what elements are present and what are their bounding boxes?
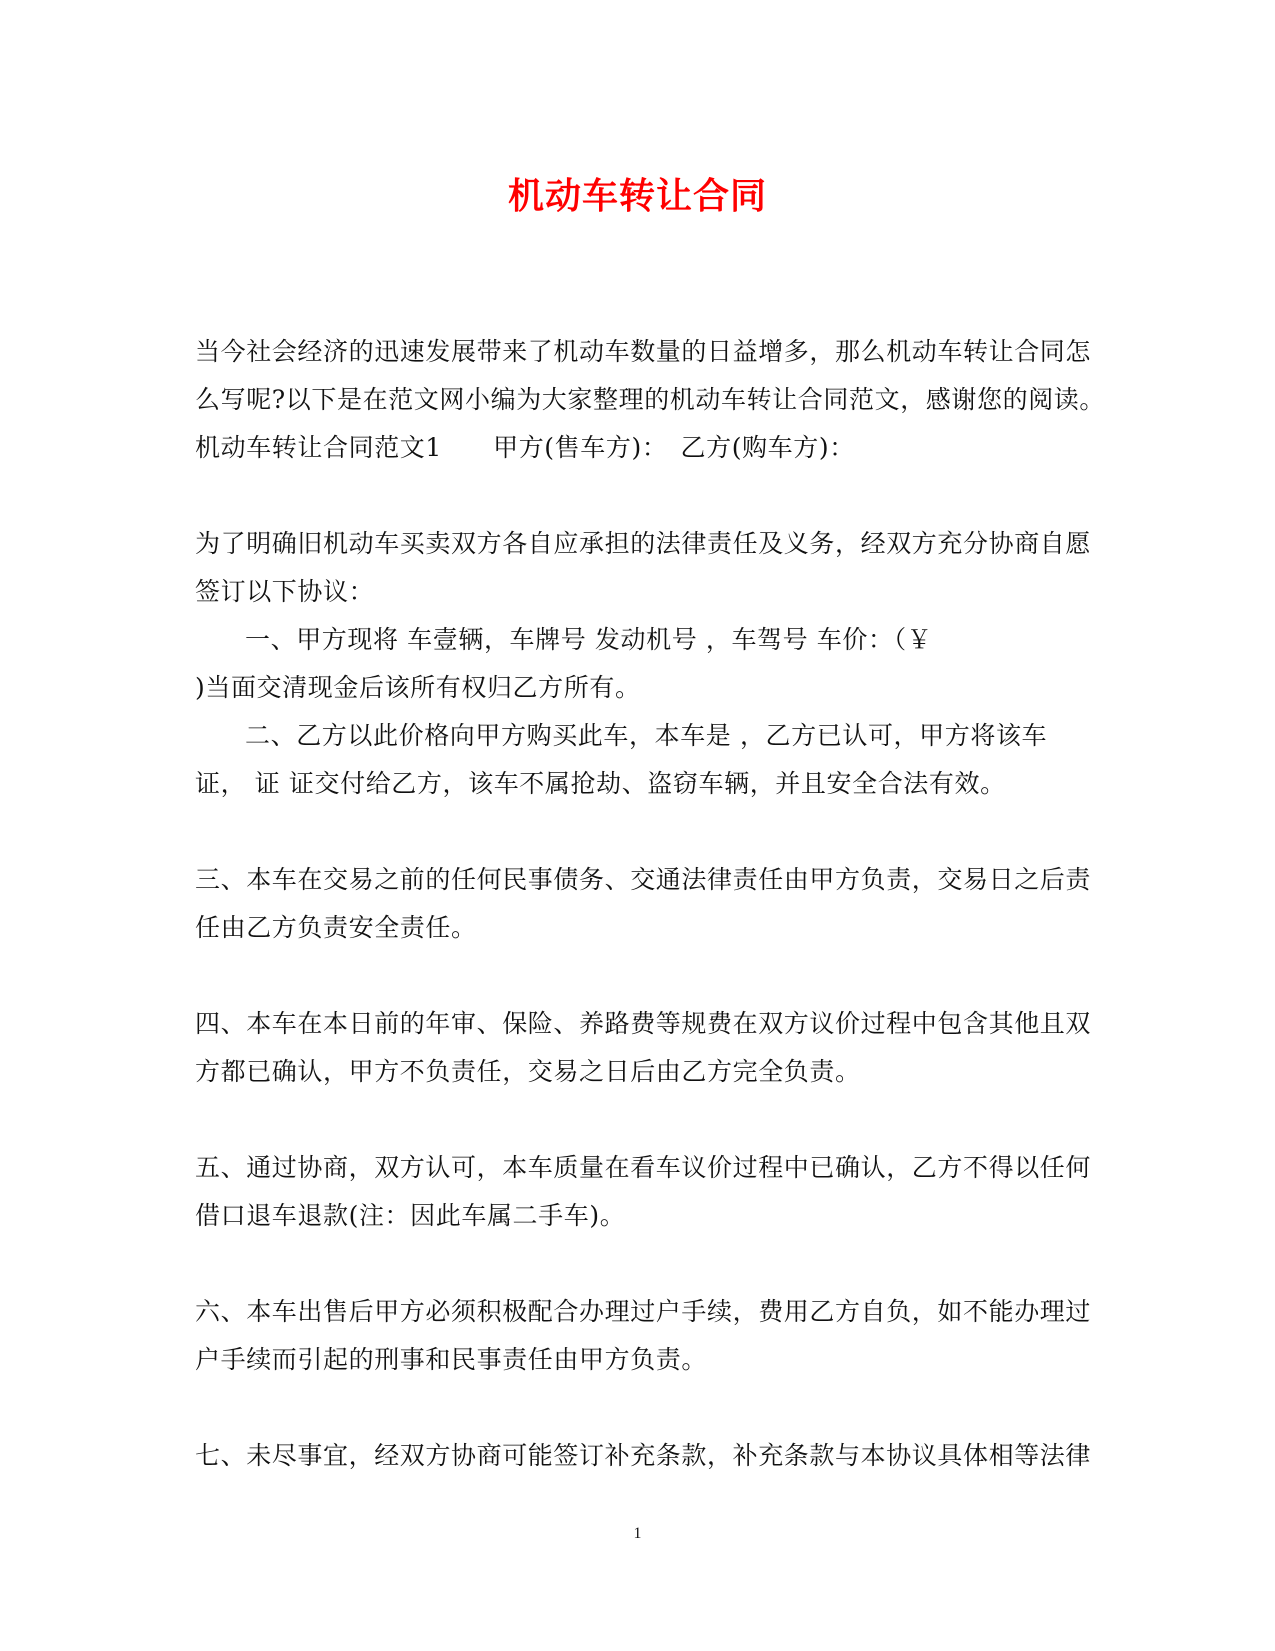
paragraph-gap: [195, 472, 1075, 520]
clause-1-line-2: )当面交清现金后该所有权归乙方所有。: [195, 673, 641, 702]
clause-2-line-1: 二、乙方以此价格向甲方购买此车，本车是 ，乙方已认可，甲方将该车: [245, 721, 1048, 750]
clause-6-line-2: 户手续而引起的刑事和民事责任由甲方负责。: [195, 1345, 708, 1374]
clause-5-line-2: 借口退车退款(注：因此车属二手车)。: [195, 1201, 626, 1230]
clause-5-line-1: 五、通过协商，双方认可，本车质量在看车议价过程中已确认，乙方不得以任何: [195, 1153, 1092, 1182]
paragraph-gap: [195, 1384, 1075, 1432]
clause-3-line-2: 任由乙方负责安全责任。: [195, 913, 477, 942]
intro-line-3: 机动车转让合同范文1 甲方(售车方)： 乙方(购车方)：: [195, 433, 855, 462]
purpose-line-2: 签订以下协议：: [195, 577, 375, 606]
clause-1-line-1: 一、甲方现将 车壹辆，车牌号 发动机号 ，车驾号 车价：（￥: [245, 625, 933, 654]
document-title: 机动车转让合同: [507, 175, 767, 217]
clause-7-line-1: 七、未尽事宜，经双方协商可能签订补充条款，补充条款与本协议具体相等法律: [195, 1441, 1092, 1470]
clause-4-line-1: 四、本车在本日前的年审、保险、养路费等规费在双方议价过程中包含其他且双: [195, 1009, 1092, 1038]
intro-line-1: 当今社会经济的迅速发展带来了机动车数量的日益增多，那么机动车转让合同怎: [195, 337, 1092, 366]
paragraph-gap: [195, 1240, 1075, 1288]
paragraph-gap: [195, 952, 1075, 1000]
paragraph-gap: [195, 1096, 1075, 1144]
intro-line-2: 么写呢?以下是在范文网小编为大家整理的机动车转让合同范文，感谢您的阅读。: [195, 385, 1106, 414]
document-body: [195, 328, 1106, 1480]
clause-2-line-2: 证， 证 证交付给乙方，该车不属抢劫、盗窃车辆，并且安全合法有效。: [195, 769, 1006, 798]
page-number: 1: [633, 1525, 642, 1542]
clause-3-line-1: 三、本车在交易之前的任何民事债务、交通法律责任由甲方负责，交易日之后责: [195, 865, 1092, 894]
paragraph-gap: [195, 808, 1075, 856]
clause-6-line-1: 六、本车出售后甲方必须积极配合办理过户手续，费用乙方自负，如不能办理过: [195, 1297, 1092, 1326]
purpose-line-1: 为了明确旧机动车买卖双方各自应承担的法律责任及义务，经双方充分协商自愿: [195, 529, 1092, 558]
clause-4-line-2: 方都已确认，甲方不负责任，交易之日后由乙方完全负责。: [195, 1057, 861, 1086]
